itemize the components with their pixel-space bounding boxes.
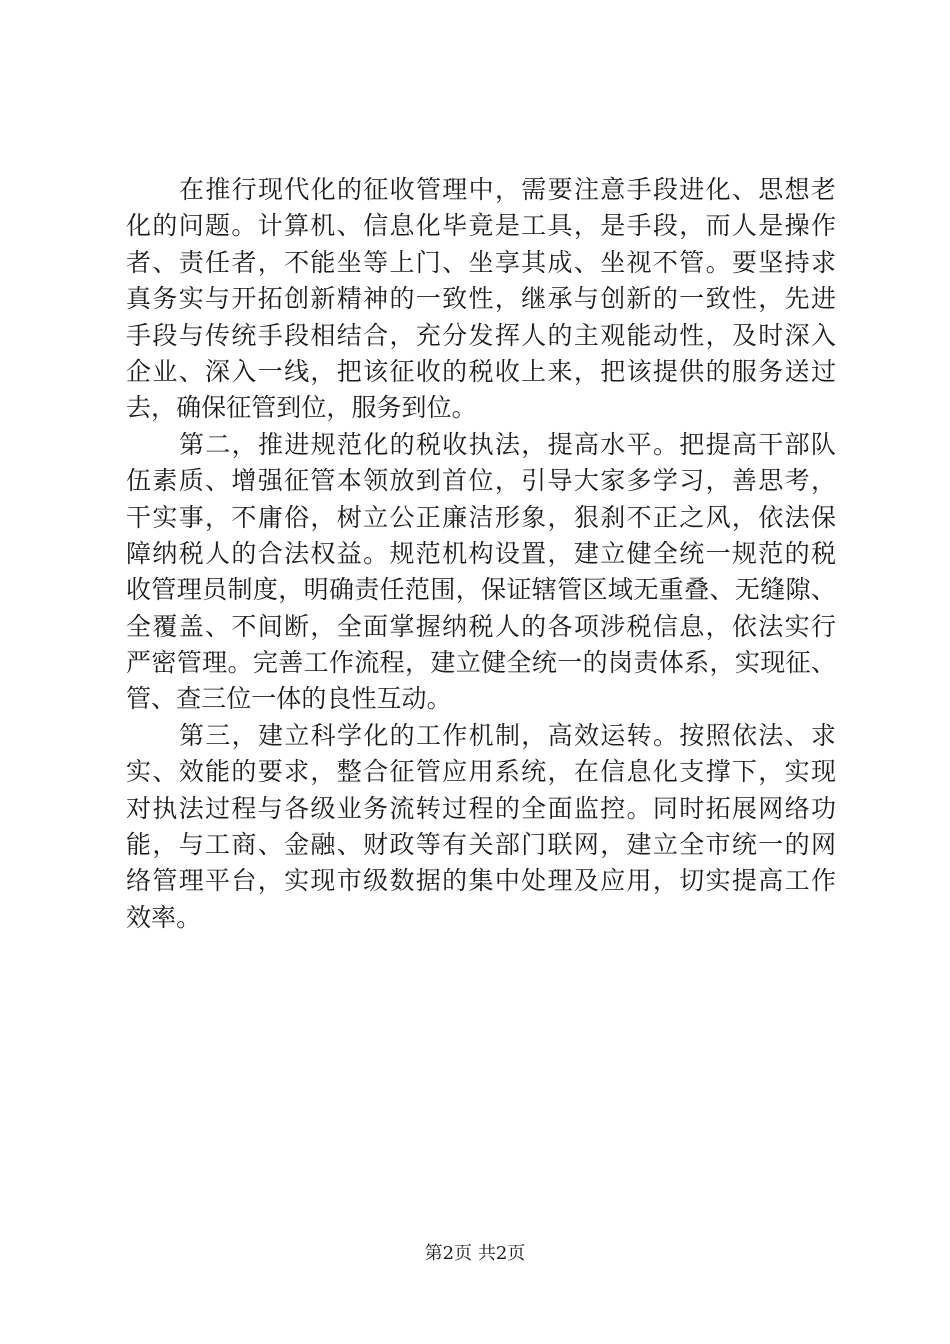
- paragraph-2-line-1: 第二，推进规范化的税收执法，提高水平。把提高干部队: [179, 429, 836, 459]
- paragraph-2-line-3: 干实事，不庸俗，树立公正廉洁形象，狠刹不正之风，依法保: [126, 502, 836, 532]
- paragraph-3-line-6: 效率。: [126, 902, 202, 932]
- paragraph-1-line-6: 企业、深入一线，把该征收的税收上来，把该提供的服务送过: [126, 356, 836, 386]
- paragraph-1-line-7: 去，确保征管到位，服务到位。: [126, 393, 477, 423]
- paragraph-3-line-5: 络管理平台，实现市级数据的集中处理及应用，切实提高工作: [126, 866, 836, 896]
- paragraph-1-line-3: 者、责任者，不能坐等上门、坐享其成、坐视不管。要坚持求: [126, 247, 836, 277]
- paragraph-2-line-7: 严密管理。完善工作流程，建立健全统一的岗责体系，实现征、: [126, 648, 836, 678]
- paragraph-1-line-5: 手段与传统手段相结合，充分发挥人的主观能动性，及时深入: [126, 320, 836, 350]
- paragraph-3-line-3: 对执法过程与各级业务流转过程的全面监控。同时拓展网络功: [126, 793, 836, 823]
- paragraph-1-line-1: 在推行现代化的征收管理中，需要注意手段进化、思想老: [179, 175, 836, 204]
- document-body: [126, 172, 836, 936]
- paragraph-3-line-4: 能，与工商、金融、财政等有关部门联网，建立全市统一的网: [126, 830, 836, 860]
- paragraph-3-line-1: 第三，建立科学化的工作机制，高效运转。按照依法、求: [179, 720, 836, 750]
- paragraph-2-line-4: 障纳税人的合法权益。规范机构设置，建立健全统一规范的税: [126, 538, 836, 568]
- page-number-footer: 第2页 共2页: [424, 1243, 526, 1264]
- paragraph-2-line-8: 管、查三位一体的良性互动。: [126, 684, 452, 714]
- paragraph-1-line-4: 真务实与开拓创新精神的一致性，继承与创新的一致性，先进: [126, 284, 836, 314]
- paragraph-1-line-2: 化的问题。计算机、信息化毕竟是工具，是手段，而人是操作: [126, 211, 836, 241]
- paragraph-2-line-6: 全覆盖、不间断，全面掌握纳税人的各项涉税信息，依法实行: [126, 611, 836, 641]
- paragraph-3-line-2: 实、效能的要求，整合征管应用系统，在信息化支撑下，实现: [126, 757, 836, 787]
- paragraph-2-line-2: 伍素质、增强征管本领放到首位，引导大家多学习，善思考，: [126, 466, 836, 496]
- paragraph-2-line-5: 收管理员制度，明确责任范围，保证辖管区域无重叠、无缝隙、: [126, 575, 836, 605]
